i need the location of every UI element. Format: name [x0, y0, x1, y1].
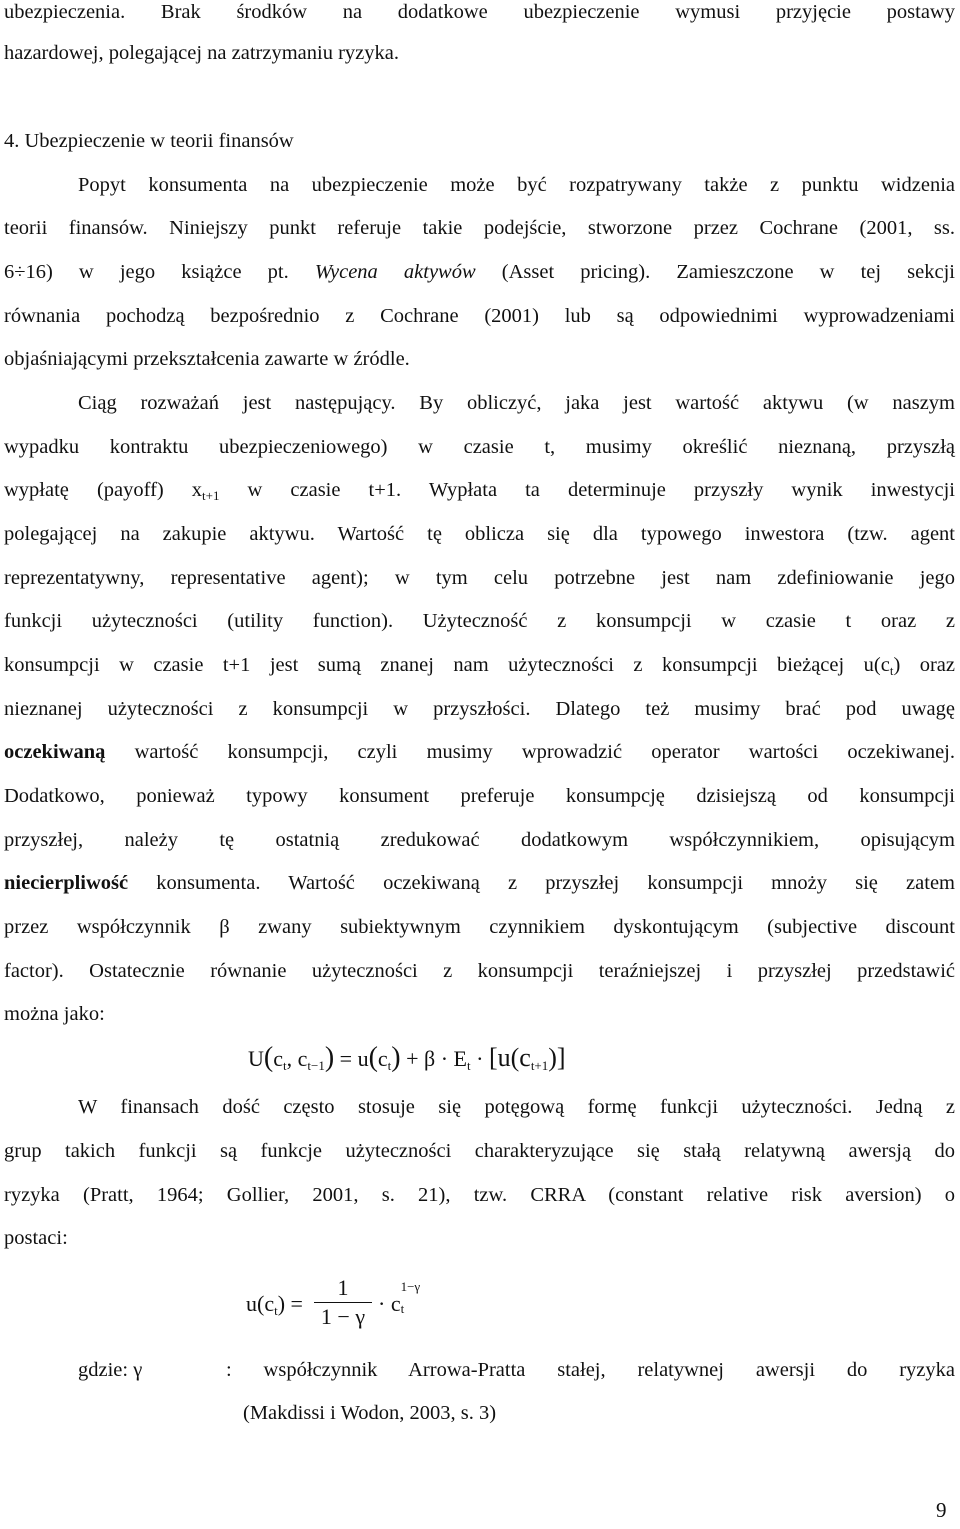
- text-line: grup takich funkcji są funkcje użyteczności charakteryzujące się stałą relatywną awersją do: [4, 1140, 955, 1162]
- fraction-denominator: 1 − γ: [320, 1304, 366, 1329]
- text-segment: w czasie t+1. Wypłata ta determinuje przyszły wynik inwestycji: [219, 479, 955, 501]
- text-segment: wartość konsumpcji, czyli musimy wprowadzić operator wartości oczekiwanej.: [105, 741, 955, 763]
- eq-symbol: [u(c: [488, 1043, 531, 1072]
- eq-symbol: c: [377, 1046, 388, 1071]
- text-line: przez współczynnik β zwany subiektywnym czynnikiem dyskontującym (subjective discount: [4, 916, 955, 938]
- text-segment: konsumpcji w czasie t+1 jest sumą znanej nam użyteczności z konsumpcji bieżącej u(c: [4, 654, 890, 676]
- eq-paren: )]: [548, 1043, 566, 1072]
- eq-paren: (: [263, 1042, 274, 1073]
- eq-symbol: u(c: [246, 1291, 275, 1316]
- text-line: Popyt konsumenta na ubezpieczenie może być rozpatrywany także z punktu widzenia: [78, 174, 955, 196]
- text-line: nieznanej użyteczności z konsumpcji w przyszłości. Dlatego też musimy brać pod uwagę: [4, 698, 955, 720]
- text-line: hazardowej, polegającej na zatrzymaniu ryzyka.: [4, 42, 399, 64]
- text-line: factor). Ostatecznie równanie użyteczności z konsumpcji teraźniejszej i przyszłej przedstawić: [4, 960, 955, 982]
- subscript: t: [400, 1301, 405, 1316]
- text-line: wypadku kontraktu ubezpieczeniowego) w czasie t, musimy określić nieznaną, przyszłą: [4, 436, 955, 458]
- text-line: postaci:: [4, 1227, 68, 1249]
- text-segment: (Asset pricing). Zamieszczone w tej sekcji: [475, 261, 955, 283]
- text-segment: ) oraz: [893, 654, 955, 676]
- subscript: t+1: [202, 488, 220, 503]
- fraction-numerator: 1: [337, 1275, 349, 1300]
- eq-symbol: U: [248, 1046, 264, 1071]
- eq-symbol: , c: [286, 1046, 308, 1071]
- subscript: t−1: [307, 1058, 325, 1073]
- crra-equation-rhs: [378, 1279, 441, 1317]
- eq-symbol: ·: [470, 1046, 489, 1071]
- subscript: t+1: [530, 1058, 549, 1073]
- text-line: polegającej na zakupie aktywu. Wartość tę oblicza się dla typowego inwestora (tzw. agent: [4, 523, 955, 545]
- crra-equation-lhs: [246, 1291, 303, 1317]
- section-heading: 4. Ubezpieczenie w teorii finansów: [4, 130, 294, 152]
- text-line: można jako:: [4, 1003, 105, 1025]
- sup-sub-stack: [400, 1279, 441, 1316]
- eq-paren: (: [368, 1042, 378, 1073]
- utility-equation: [248, 1042, 566, 1074]
- text-segment: konsumenta. Wartość oczekiwaną z przyszłej konsumpcji mnoży się zatem: [128, 872, 955, 894]
- text-line: [4, 475, 955, 505]
- eq-symbol: c: [273, 1046, 283, 1071]
- text-line: W finansach dość często stosuje się potęgową formę funkcji użyteczności. Jedną z: [78, 1096, 955, 1118]
- text-segment: 6÷16) w jego książce pt.: [4, 261, 315, 283]
- superscript: 1−γ: [400, 1279, 421, 1294]
- eq-symbol: · c: [378, 1291, 401, 1316]
- text-line: [4, 737, 955, 767]
- subscript: t: [274, 1303, 278, 1318]
- text-segment: wypłatę (payoff) x: [4, 479, 203, 501]
- text-line: [4, 650, 955, 680]
- text-line: równania pochodzą bezpośrednio z Cochrane (2001) lub są odpowiednimi wyprowadzeniami: [4, 305, 955, 327]
- text-line: Dodatkowo, ponieważ typowy konsument preferuje konsumpcję dzisiejszą od konsumpcji: [4, 785, 955, 807]
- text-line: ubezpieczenia. Brak środków na dodatkowe ubezpieczenie wymusi przyjęcie postawy: [4, 1, 955, 23]
- eq-symbol: = u: [334, 1046, 369, 1071]
- text-line: [4, 868, 955, 898]
- text-line: [4, 257, 955, 287]
- subscript: t: [387, 1058, 392, 1073]
- text-line: objaśniającymi przekształcenia zawarte w źródle.: [4, 348, 410, 370]
- definition-text: : współczynnik Arrowa-Pratta stałej, relatywnej awersji do ryzyka: [226, 1359, 955, 1381]
- text-line: ryzyka (Pratt, 1964; Gollier, 2001, s. 21), tzw. CRRA (constant relative risk aversion) o: [4, 1184, 955, 1206]
- eq-paren: ): [391, 1042, 401, 1073]
- text-line: przyszłej, należy tę ostatnią zredukować dodatkowym współczynnikiem, opisującym: [4, 829, 955, 851]
- eq-symbol: + β · E: [400, 1046, 467, 1071]
- book-title: Wycena aktywów: [314, 261, 476, 283]
- definition-text: (Makdissi i Wodon, 2003, s. 3): [243, 1402, 497, 1424]
- text-line: funkcji użyteczności (utility function). Użyteczność z konsumpcji w czasie t oraz z: [4, 610, 955, 632]
- definition-label: gdzie: γ: [78, 1359, 143, 1381]
- subscript: t: [467, 1058, 471, 1073]
- page-number: 9: [936, 1498, 947, 1522]
- eq-symbol: ) =: [277, 1291, 303, 1316]
- subscript: t: [282, 1058, 287, 1073]
- text-line: reprezentatywny, representative agent); w tym celu potrzebne jest nam zdefiniowanie jego: [4, 567, 955, 589]
- emphasis: niecierpliwość: [4, 872, 129, 894]
- eq-paren: ): [324, 1042, 335, 1073]
- emphasis: oczekiwaną: [4, 741, 106, 763]
- crra-fraction: [314, 1274, 372, 1331]
- subscript: t: [889, 663, 894, 678]
- text-line: teorii finansów. Niniejszy punkt referuje takie podejście, stworzone przez Cochrane (2001, ss.: [4, 217, 955, 239]
- text-line: Ciąg rozważań jest następujący. By obliczyć, jaka jest wartość aktywu (w naszym: [78, 392, 955, 414]
